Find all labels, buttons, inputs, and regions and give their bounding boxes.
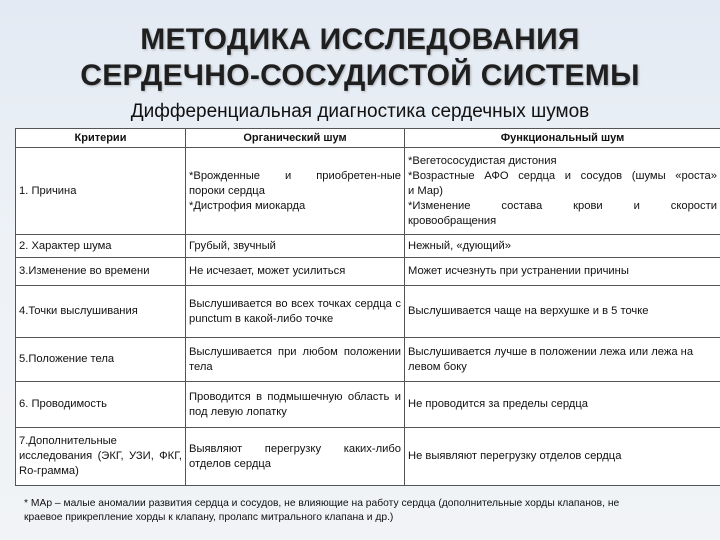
footnote — [24, 497, 714, 525]
title-line-1: МЕТОДИКА ИССЛЕДОВАНИЯ — [140, 23, 580, 56]
organic-cell: Выслушивается во всех точках сердца с punctum в какой-либо точке — [186, 286, 405, 338]
functional-cell: Не выявляют перегрузку отделов сердца — [405, 428, 720, 486]
functional-cause-1: *Вегетососудистая дистония — [408, 154, 557, 167]
header-functional: Функциональный шум — [405, 129, 720, 148]
table-header-row — [16, 129, 720, 148]
functional-cause-2: *Возрастные АФО сердца и сосудов (шумы «роста» — [408, 169, 717, 182]
functional-cause-3: и Мар) — [408, 184, 443, 197]
organic-cause-2: пороки сердца — [189, 184, 265, 197]
comparison-table — [15, 128, 720, 486]
title-line-2: СЕРДЕЧНО-СОСУДИСТОЙ СИСТЕМЫ — [80, 59, 640, 92]
organic-cause-1: *Врожденные и приобретен-ные — [189, 169, 401, 182]
criterion-cell: 7.Дополнительные исследования (ЭКГ, УЗИ, ФКГ, Ro-грамма) — [16, 428, 186, 486]
table-row — [16, 428, 720, 486]
functional-cause-4: *Изменение состава крови и скорости — [408, 199, 717, 212]
criterion-cell: 5.Положение тела — [16, 338, 186, 382]
page-title — [0, 22, 720, 94]
criterion-cell: 4.Точки выслушивания — [16, 286, 186, 338]
footnote-line-1: * МАр – малые аномалии развития сердца и сосудов, не влияющие на работу сердца (дополнительные хорды клапанов, не — [24, 498, 620, 509]
functional-cell: Выслушивается лучше в положении лежа или лежа на левом боку — [405, 338, 720, 382]
organic-cell — [186, 148, 405, 235]
table-row — [16, 258, 720, 286]
organic-cell: Выявляют перегрузку каких-либо отделов сердца — [186, 428, 405, 486]
criterion-cell: 6. Проводимость — [16, 382, 186, 428]
functional-cause-5: кровообращения — [408, 214, 497, 227]
criterion-cell: 1. Причина — [16, 148, 186, 235]
table-row — [16, 148, 720, 235]
organic-cell: Грубый, звучный — [186, 235, 405, 258]
organic-cell: Выслушивается при любом положении тела — [186, 338, 405, 382]
footnote-line-2: краевое прикрепление хорды к клапану, пролапс митрального клапана и др.) — [24, 512, 394, 523]
criterion-cell: 2. Характер шума — [16, 235, 186, 258]
table-row — [16, 235, 720, 258]
organic-cell: Проводится в подмышечную область и под левую лопатку — [186, 382, 405, 428]
organic-cause-3: *Дистрофия миокарда — [189, 199, 306, 212]
table-row — [16, 382, 720, 428]
functional-cell — [405, 148, 720, 235]
organic-cell: Не исчезает, может усилиться — [186, 258, 405, 286]
functional-cell: Не проводится за пределы сердца — [405, 382, 720, 428]
header-organic: Органический шум — [186, 129, 405, 148]
page-subtitle: Дифференциальная диагностика сердечных шумов — [130, 101, 590, 122]
criterion-cell: 3.Изменение во времени — [16, 258, 186, 286]
table-row — [16, 286, 720, 338]
table-row — [16, 338, 720, 382]
header-criteria: Критерии — [16, 129, 186, 148]
functional-cell: Выслушивается чаще на верхушке и в 5 точке — [405, 286, 720, 338]
functional-cell: Может исчезнуть при устранении причины — [405, 258, 720, 286]
functional-cell: Нежный, «дующий» — [405, 235, 720, 258]
